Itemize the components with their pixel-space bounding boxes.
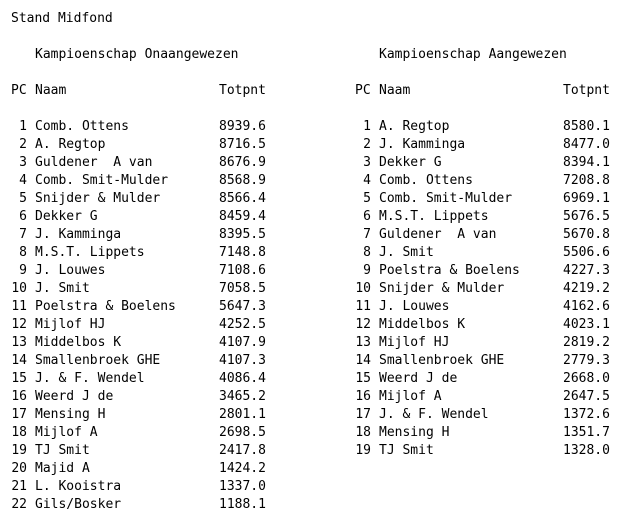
- total-cell: 8566.4: [219, 191, 266, 206]
- table-row: [355, 442, 625, 460]
- name-cell: Guldener A van: [379, 227, 497, 242]
- table-row: [355, 406, 625, 424]
- rank-cell: 11: [355, 299, 371, 314]
- total-cell: 2819.2: [563, 335, 610, 350]
- table-row: [11, 262, 281, 280]
- table-row: [11, 118, 281, 136]
- table-row: [11, 334, 281, 352]
- rank-cell: 8: [19, 245, 27, 260]
- total-cell: 2779.3: [563, 353, 610, 368]
- name-cell: J. Kamminga: [379, 137, 466, 152]
- column-header-total: Totpnt: [563, 83, 610, 98]
- rank-cell: 2: [19, 137, 27, 152]
- total-cell: 8395.5: [219, 227, 266, 242]
- name-cell: Middelbos K: [379, 317, 466, 332]
- rank-cell: 3: [19, 155, 27, 170]
- rank-cell: 20: [11, 461, 27, 476]
- column-header-pc: PC: [355, 83, 371, 98]
- name-cell: Dekker G: [35, 209, 98, 224]
- total-cell: 4227.3: [563, 263, 610, 278]
- rank-cell: 8: [363, 245, 371, 260]
- total-cell: 1424.2: [219, 461, 266, 476]
- name-cell: Mijlof A: [379, 389, 442, 404]
- total-cell: 4107.9: [219, 335, 266, 350]
- table-row: [355, 334, 625, 352]
- name-cell: Gils/Bosker: [35, 497, 122, 512]
- total-cell: 6969.1: [563, 191, 610, 206]
- total-cell: 4023.1: [563, 317, 610, 332]
- name-cell: Middelbos K: [35, 335, 122, 350]
- table-row: [11, 172, 281, 190]
- table-row: [355, 136, 625, 154]
- table-row: [11, 226, 281, 244]
- table-row: [355, 244, 625, 262]
- table-row: [355, 190, 625, 208]
- rank-cell: 18: [11, 425, 27, 440]
- total-cell: 5670.8: [563, 227, 610, 242]
- rank-cell: 7: [19, 227, 27, 242]
- total-cell: 4162.6: [563, 299, 610, 314]
- name-cell: Majid A: [35, 461, 90, 476]
- panel-caption: Kampioenschap Onaangewezen: [35, 47, 239, 62]
- total-cell: 2668.0: [563, 371, 610, 386]
- name-cell: Guldener A van: [35, 155, 153, 170]
- rank-cell: 5: [363, 191, 371, 206]
- standings-list: [355, 118, 625, 460]
- name-cell: J. Smit: [379, 245, 434, 260]
- total-cell: 2801.1: [219, 407, 266, 422]
- total-cell: 8580.1: [563, 119, 610, 134]
- rank-cell: 16: [11, 389, 27, 404]
- rank-cell: 19: [355, 443, 371, 458]
- table-row: [355, 352, 625, 370]
- table-row: [355, 262, 625, 280]
- name-cell: L. Kooistra: [35, 479, 122, 494]
- name-cell: Mijlof HJ: [379, 335, 450, 350]
- rank-cell: 4: [19, 173, 27, 188]
- table-row: [355, 172, 625, 190]
- table-row: [11, 352, 281, 370]
- table-row: [11, 316, 281, 334]
- name-cell: Snijder & Mulder: [379, 281, 505, 296]
- total-cell: 1188.1: [219, 497, 266, 512]
- name-cell: Mijlof HJ: [35, 317, 106, 332]
- rank-cell: 2: [363, 137, 371, 152]
- total-cell: 8568.9: [219, 173, 266, 188]
- name-cell: Weerd J de: [379, 371, 458, 386]
- name-cell: Dekker G: [379, 155, 442, 170]
- column-header-name: Naam: [35, 83, 67, 98]
- rank-cell: 22: [11, 497, 27, 512]
- name-cell: Comb. Smit-Mulder: [379, 191, 513, 206]
- rank-cell: 10: [11, 281, 27, 296]
- table-row: [355, 226, 625, 244]
- rank-cell: 11: [11, 299, 27, 314]
- rank-cell: 7: [363, 227, 371, 242]
- rank-cell: 17: [355, 407, 371, 422]
- table-row: [355, 298, 625, 316]
- total-cell: 5647.3: [219, 299, 266, 314]
- total-cell: 8394.1: [563, 155, 610, 170]
- table-row: [11, 406, 281, 424]
- rank-cell: 6: [363, 209, 371, 224]
- rank-cell: 15: [355, 371, 371, 386]
- total-cell: 8477.0: [563, 137, 610, 152]
- name-cell: Snijder & Mulder: [35, 191, 161, 206]
- table-row: [11, 388, 281, 406]
- rank-cell: 16: [355, 389, 371, 404]
- name-cell: J. & F. Wendel: [35, 371, 145, 386]
- page-title: Stand Midfond: [11, 11, 113, 26]
- rank-cell: 17: [11, 407, 27, 422]
- table-row: [355, 118, 625, 136]
- name-cell: Comb. Smit-Mulder: [35, 173, 169, 188]
- name-cell: J. Kamminga: [35, 227, 122, 242]
- total-cell: 4252.5: [219, 317, 266, 332]
- name-cell: J. Louwes: [35, 263, 106, 278]
- rank-cell: 1: [363, 119, 371, 134]
- name-cell: TJ Smit: [35, 443, 90, 458]
- name-cell: J. & F. Wendel: [379, 407, 489, 422]
- table-row: [11, 298, 281, 316]
- panel-caption: Kampioenschap Aangewezen: [379, 47, 567, 62]
- name-cell: Mijlof A: [35, 425, 98, 440]
- column-header-pc: PC: [11, 83, 27, 98]
- table-row: [355, 388, 625, 406]
- table-row: [11, 424, 281, 442]
- rank-cell: 14: [11, 353, 27, 368]
- total-cell: 8676.9: [219, 155, 266, 170]
- table-row: [355, 280, 625, 298]
- total-cell: 8459.4: [219, 209, 266, 224]
- table-row: [11, 244, 281, 262]
- rank-cell: 19: [11, 443, 27, 458]
- rank-cell: 5: [19, 191, 27, 206]
- total-cell: 3465.2: [219, 389, 266, 404]
- table-row: [11, 478, 281, 496]
- table-row: [11, 208, 281, 226]
- total-cell: 5676.5: [563, 209, 610, 224]
- name-cell: TJ Smit: [379, 443, 434, 458]
- name-cell: Poelstra & Boelens: [379, 263, 520, 278]
- total-cell: 7208.8: [563, 173, 610, 188]
- total-cell: 4219.2: [563, 281, 610, 296]
- table-row: [11, 190, 281, 208]
- total-cell: 4107.3: [219, 353, 266, 368]
- total-cell: 7148.8: [219, 245, 266, 260]
- name-cell: M.S.T. Lippets: [379, 209, 489, 224]
- standings-list: [11, 118, 281, 514]
- name-cell: Smallenbroek GHE: [35, 353, 161, 368]
- table-row: [11, 154, 281, 172]
- name-cell: Mensing H: [379, 425, 450, 440]
- total-cell: 5506.6: [563, 245, 610, 260]
- rank-cell: 14: [355, 353, 371, 368]
- rank-cell: 9: [363, 263, 371, 278]
- table-row: [11, 280, 281, 298]
- rank-cell: 3: [363, 155, 371, 170]
- name-cell: Comb. Ottens: [35, 119, 129, 134]
- name-cell: M.S.T. Lippets: [35, 245, 145, 260]
- table-row: [355, 316, 625, 334]
- rank-cell: 1: [19, 119, 27, 134]
- rank-cell: 18: [355, 425, 371, 440]
- table-row: [11, 496, 281, 514]
- total-cell: 2417.8: [219, 443, 266, 458]
- total-cell: 1351.7: [563, 425, 610, 440]
- rank-cell: 10: [355, 281, 371, 296]
- table-row: [11, 136, 281, 154]
- rank-cell: 9: [19, 263, 27, 278]
- total-cell: 7108.6: [219, 263, 266, 278]
- rank-cell: 13: [355, 335, 371, 350]
- rank-cell: 12: [11, 317, 27, 332]
- total-cell: 2698.5: [219, 425, 266, 440]
- table-row: [355, 370, 625, 388]
- total-cell: 1372.6: [563, 407, 610, 422]
- column-header-total: Totpnt: [219, 83, 266, 98]
- table-row: [11, 370, 281, 388]
- total-cell: 4086.4: [219, 371, 266, 386]
- name-cell: Comb. Ottens: [379, 173, 473, 188]
- rank-cell: 6: [19, 209, 27, 224]
- name-cell: J. Louwes: [379, 299, 450, 314]
- name-cell: J. Smit: [35, 281, 90, 296]
- column-header-name: Naam: [379, 83, 411, 98]
- rank-cell: 21: [11, 479, 27, 494]
- name-cell: Weerd J de: [35, 389, 114, 404]
- table-row: [11, 442, 281, 460]
- rank-cell: 13: [11, 335, 27, 350]
- total-cell: 7058.5: [219, 281, 266, 296]
- table-row: [11, 460, 281, 478]
- name-cell: A. Regtop: [379, 119, 450, 134]
- table-row: [355, 424, 625, 442]
- table-row: [355, 154, 625, 172]
- rank-cell: 12: [355, 317, 371, 332]
- rank-cell: 15: [11, 371, 27, 386]
- total-cell: 8939.6: [219, 119, 266, 134]
- total-cell: 8716.5: [219, 137, 266, 152]
- name-cell: Poelstra & Boelens: [35, 299, 176, 314]
- total-cell: 1337.0: [219, 479, 266, 494]
- rank-cell: 4: [363, 173, 371, 188]
- total-cell: 2647.5: [563, 389, 610, 404]
- total-cell: 1328.0: [563, 443, 610, 458]
- name-cell: Smallenbroek GHE: [379, 353, 505, 368]
- name-cell: Mensing H: [35, 407, 106, 422]
- table-row: [355, 208, 625, 226]
- name-cell: A. Regtop: [35, 137, 106, 152]
